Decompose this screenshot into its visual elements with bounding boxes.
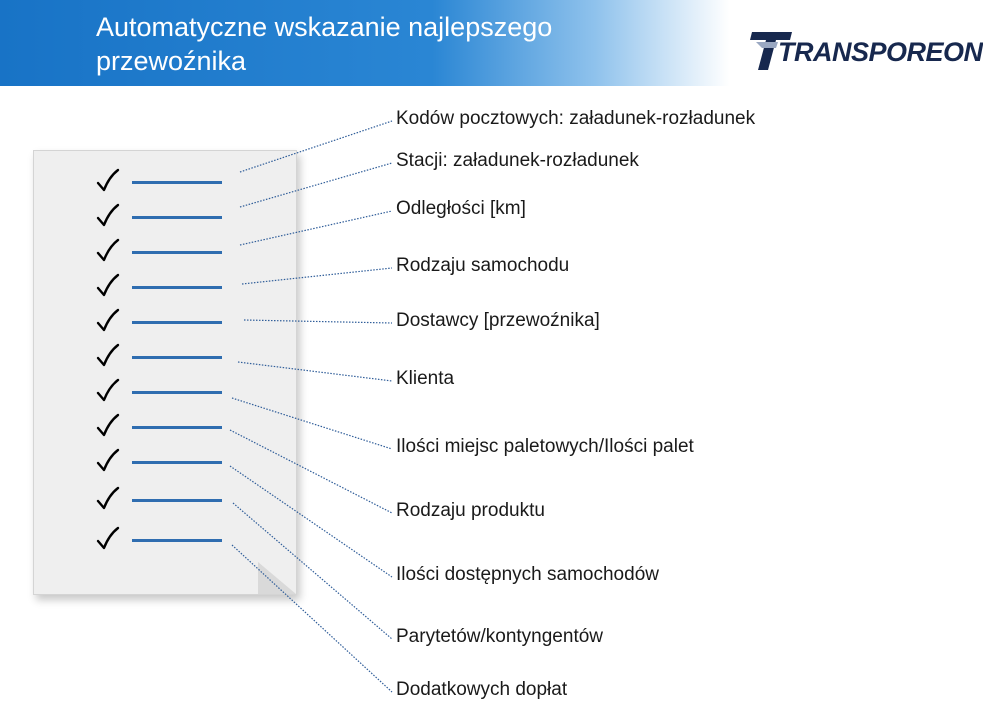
criteria-label: Klienta <box>396 368 455 389</box>
criteria-label: Odległości [km] <box>396 198 526 219</box>
connector-line <box>240 163 392 207</box>
logo-text: TRANSPOREON <box>778 37 983 67</box>
criteria-label: Ilości miejsc paletowych/Ilości palet <box>396 436 694 457</box>
criteria-label: Stacji: załadunek-rozładunek <box>396 150 639 171</box>
connector-line <box>242 268 392 284</box>
page-title: Automatyczne wskazanie najlepszego przewoźnika <box>96 12 553 76</box>
connector-line <box>244 320 392 323</box>
criteria-label: Kodów pocztowych: załadunek-rozładunek <box>396 108 756 129</box>
criteria-label: Dodatkowych dopłat <box>396 679 568 700</box>
criteria-label: Ilości dostępnych samochodów <box>396 564 659 585</box>
criteria-label: Dostawcy [przewoźnika] <box>396 310 600 331</box>
connector-line <box>240 211 392 245</box>
criteria-label: Rodzaju samochodu <box>396 255 570 276</box>
connector-line <box>240 121 392 172</box>
criteria-label: Parytetów/kontyngentów <box>396 626 604 647</box>
connector-line <box>238 362 392 381</box>
criteria-label: Rodzaju produktu <box>396 500 545 521</box>
connector-line <box>230 430 392 513</box>
connector-line <box>232 398 392 449</box>
